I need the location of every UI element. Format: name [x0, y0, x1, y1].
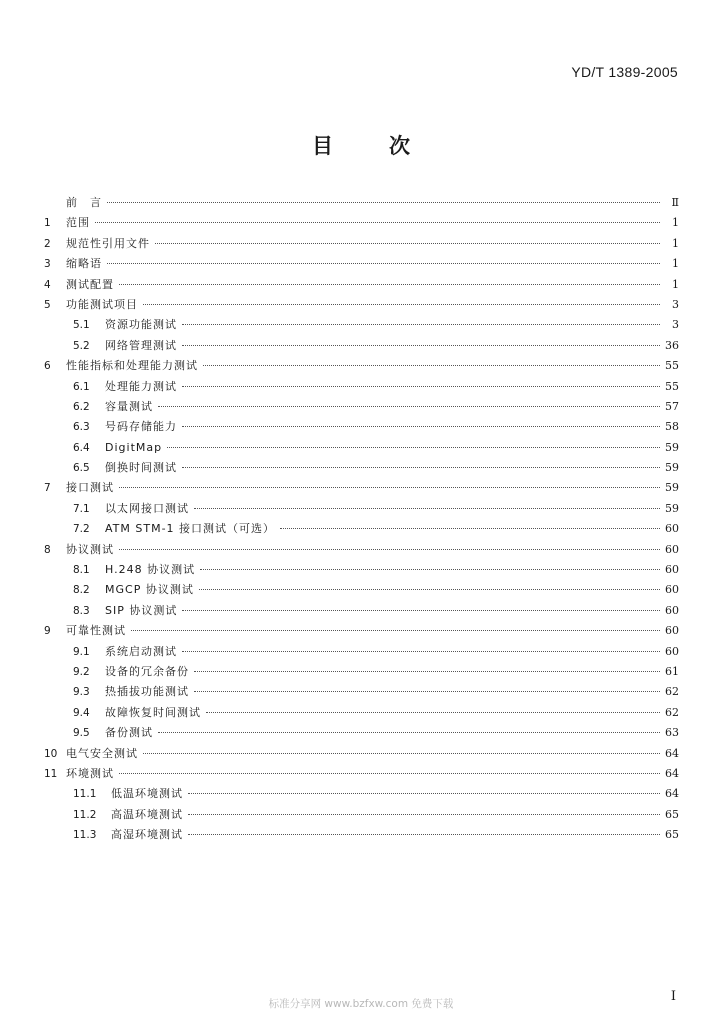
toc-entry-page: 1 — [672, 257, 679, 271]
toc-subsection-entry[interactable] — [44, 601, 679, 621]
toc-section-entry[interactable] — [44, 295, 679, 315]
title-char-1: 目 — [312, 134, 333, 158]
toc-entry-page: Ⅱ — [671, 196, 679, 209]
toc-entry-number: 5 — [44, 298, 51, 311]
toc-entry-title: DigitMap — [105, 440, 163, 454]
toc-entry-title: 资源功能测试 — [105, 318, 177, 332]
toc-dot-leader — [200, 569, 660, 570]
toc-entry-title: 前 言 — [66, 196, 102, 209]
toc-subsection-entry[interactable] — [44, 703, 679, 723]
toc-entry-title: SIP 协议测试 — [105, 603, 178, 617]
toc-section-entry[interactable] — [44, 356, 679, 376]
toc-subsection-entry[interactable] — [44, 519, 679, 539]
toc-subsection-entry[interactable] — [44, 336, 679, 356]
toc-subsection-entry[interactable] — [44, 784, 679, 804]
toc-entry-number: 7.2 — [73, 523, 90, 536]
toc-section-entry[interactable] — [44, 275, 679, 295]
toc-entry-page: 64 — [665, 787, 679, 801]
toc-dot-leader — [182, 467, 660, 468]
toc-entry-page: 1 — [672, 277, 679, 291]
toc-entry-number: 6.5 — [73, 462, 90, 475]
toc-section-entry[interactable] — [44, 254, 679, 274]
toc-section-entry[interactable] — [44, 764, 679, 784]
toc-entry-number: 9.4 — [73, 706, 90, 719]
toc-entry-number: 11.2 — [73, 808, 97, 821]
toc-dot-leader — [188, 834, 660, 835]
toc-subsection-entry[interactable] — [44, 499, 679, 519]
toc-entry-number: 11.3 — [73, 829, 97, 842]
toc-entry-number: 7 — [44, 482, 51, 495]
toc-entry-title: 热插拔功能测试 — [105, 685, 189, 699]
toc-entry-page: 60 — [665, 624, 679, 638]
toc-entry-number: 7.1 — [73, 502, 90, 515]
toc-entry-page: 60 — [665, 583, 679, 597]
toc-entry-page: 63 — [665, 726, 679, 740]
toc-dot-leader — [119, 284, 660, 285]
toc-subsection-entry[interactable] — [44, 438, 679, 458]
toc-dot-leader — [203, 365, 660, 366]
toc-entry-page: 65 — [665, 828, 679, 842]
toc-entry-number: 6.3 — [73, 421, 90, 434]
toc-dot-leader — [194, 508, 660, 509]
standard-code: YD/T 1389-2005 — [571, 64, 678, 80]
toc-dot-leader — [199, 589, 660, 590]
toc-subsection-entry[interactable] — [44, 642, 679, 662]
toc-entry-title: 设备的冗余备份 — [105, 664, 189, 678]
toc-section-entry[interactable] — [44, 478, 679, 498]
toc-entry-page: 1 — [672, 216, 679, 230]
toc-subsection-entry[interactable] — [44, 397, 679, 417]
toc-entry-number: 5.2 — [73, 339, 90, 352]
toc-subsection-entry[interactable] — [44, 377, 679, 397]
toc-entry-number: 8.1 — [73, 564, 90, 577]
toc-subsection-entry[interactable] — [44, 560, 679, 580]
toc-entry-page: 1 — [672, 236, 679, 250]
toc-subsection-entry[interactable] — [44, 805, 679, 825]
toc-dot-leader — [167, 447, 660, 448]
toc-section-entry[interactable] — [44, 621, 679, 641]
toc-entry-number: 8.3 — [73, 604, 90, 617]
toc-entry-page: 59 — [665, 461, 679, 475]
toc-dot-leader — [182, 324, 660, 325]
toc-dot-leader — [155, 243, 660, 244]
toc-entry-number: 9.3 — [73, 686, 90, 699]
table-of-contents — [44, 193, 679, 846]
toc-section-entry[interactable] — [44, 213, 679, 233]
toc-entry-number: 6 — [44, 360, 51, 373]
toc-dot-leader — [143, 304, 660, 305]
toc-entry-title: H.248 协议测试 — [105, 563, 196, 577]
toc-entry-page: 60 — [665, 603, 679, 617]
toc-subsection-entry[interactable] — [44, 662, 679, 682]
toc-entry-title: 电气安全测试 — [66, 746, 138, 760]
toc-entry-page: 36 — [665, 338, 679, 352]
toc-dot-leader — [119, 549, 660, 550]
toc-entry-title: 协议测试 — [66, 542, 114, 556]
toc-entry-number: 9 — [44, 625, 51, 638]
toc-entry-number: 6.2 — [73, 400, 90, 413]
toc-entry-page: 59 — [665, 481, 679, 495]
toc-dot-leader — [119, 773, 660, 774]
title-char-2: 次 — [389, 134, 410, 158]
toc-entry-title: 高湿环境测试 — [111, 828, 183, 842]
toc-entry-title: 处理能力测试 — [105, 379, 177, 393]
toc-entry-title: 接口测试 — [66, 481, 114, 495]
toc-dot-leader — [182, 345, 660, 346]
toc-entry-page: 3 — [672, 318, 679, 332]
toc-entry-page: 64 — [665, 766, 679, 780]
toc-entry-page: 58 — [665, 420, 679, 434]
toc-entry-title: MGCP 协议测试 — [105, 583, 194, 597]
toc-entry-number: 10 — [44, 747, 58, 760]
toc-entry-title: 功能测试项目 — [66, 297, 138, 311]
toc-entry-page: 62 — [665, 705, 679, 719]
toc-entry-title: 以太网接口测试 — [105, 501, 189, 515]
toc-entry-title: 容量测试 — [105, 399, 153, 413]
toc-entry-number: 1 — [44, 217, 51, 230]
toc-dot-leader — [182, 426, 660, 427]
toc-entry-page: 60 — [665, 563, 679, 577]
toc-entry-title: 网络管理测试 — [105, 338, 177, 352]
toc-subsection-entry[interactable] — [44, 315, 679, 335]
toc-subsection-entry[interactable] — [44, 825, 679, 845]
toc-dot-leader — [194, 691, 660, 692]
toc-entry-page: 65 — [665, 807, 679, 821]
toc-entry-page: 60 — [665, 644, 679, 658]
toc-subsection-entry[interactable] — [44, 458, 679, 478]
toc-dot-leader — [182, 386, 660, 387]
toc-entry-page: 60 — [665, 542, 679, 556]
toc-dot-leader — [95, 222, 660, 223]
toc-dot-leader — [280, 528, 660, 529]
toc-dot-leader — [188, 814, 660, 815]
toc-dot-leader — [158, 406, 660, 407]
toc-entry-title: 高温环境测试 — [111, 807, 183, 821]
toc-dot-leader — [107, 202, 660, 203]
toc-entry-page: 64 — [665, 746, 679, 760]
toc-entry-number: 11 — [44, 767, 58, 780]
toc-entry-title: 可靠性测试 — [66, 624, 126, 638]
toc-entry-number: 9.2 — [73, 665, 90, 678]
toc-entry-page: 61 — [665, 664, 679, 678]
toc-entry-page: 59 — [665, 501, 679, 515]
toc-subsection-entry[interactable] — [44, 682, 679, 702]
toc-subsection-entry[interactable] — [44, 580, 679, 600]
toc-section-entry[interactable] — [44, 234, 679, 254]
toc-section-entry[interactable] — [44, 193, 679, 213]
toc-entry-title: 性能指标和处理能力测试 — [66, 359, 198, 373]
toc-entry-number: 11.1 — [73, 788, 97, 801]
toc-entry-page: 62 — [665, 685, 679, 699]
toc-entry-title: 环境测试 — [66, 766, 114, 780]
toc-subsection-entry[interactable] — [44, 723, 679, 743]
toc-dot-leader — [188, 793, 660, 794]
toc-entry-number: 9.1 — [73, 645, 90, 658]
toc-entry-title: 倒换时间测试 — [105, 461, 177, 475]
toc-subsection-entry[interactable] — [44, 417, 679, 437]
toc-dot-leader — [107, 263, 660, 264]
toc-entry-title: 缩略语 — [66, 257, 102, 271]
toc-entry-page: 55 — [665, 379, 679, 393]
toc-entry-number: 8.2 — [73, 584, 90, 597]
toc-entry-page: 59 — [665, 440, 679, 454]
toc-entry-page: 55 — [665, 359, 679, 373]
toc-section-entry[interactable] — [44, 540, 679, 560]
toc-entry-title: 备份测试 — [105, 726, 153, 740]
toc-entry-title: 系统启动测试 — [105, 644, 177, 658]
toc-entry-number: 3 — [44, 258, 51, 271]
toc-entry-title: 故障恢复时间测试 — [105, 705, 201, 719]
toc-entry-title: 号码存储能力 — [105, 420, 177, 434]
toc-entry-title: 测试配置 — [66, 277, 114, 291]
toc-dot-leader — [206, 712, 660, 713]
toc-entry-number: 2 — [44, 237, 51, 250]
watermark: 标准分享网 www.bzfxw.com 免费下载 — [268, 998, 454, 1010]
toc-entry-title: 规范性引用文件 — [66, 236, 150, 250]
toc-entry-title: 范围 — [66, 216, 90, 230]
page-number: I — [670, 989, 676, 1004]
toc-entry-title: ATM STM-1 接口测试（可选） — [105, 522, 276, 536]
toc-dot-leader — [194, 671, 660, 672]
toc-entry-number: 6.4 — [73, 441, 90, 454]
toc-dot-leader — [182, 651, 660, 652]
toc-dot-leader — [119, 487, 660, 488]
toc-dot-leader — [143, 753, 660, 754]
toc-entry-number: 8 — [44, 543, 51, 556]
page-title — [0, 130, 722, 160]
toc-section-entry[interactable] — [44, 744, 679, 764]
toc-dot-leader — [158, 732, 660, 733]
toc-entry-page: 3 — [672, 297, 679, 311]
toc-dot-leader — [131, 630, 660, 631]
toc-entry-number: 9.5 — [73, 727, 90, 740]
toc-entry-number: 5.1 — [73, 319, 90, 332]
toc-entry-page: 60 — [665, 522, 679, 536]
toc-entry-page: 57 — [665, 399, 679, 413]
toc-entry-number: 6.1 — [73, 380, 90, 393]
toc-entry-number: 4 — [44, 278, 51, 291]
toc-entry-title: 低温环境测试 — [111, 787, 183, 801]
toc-dot-leader — [182, 610, 660, 611]
